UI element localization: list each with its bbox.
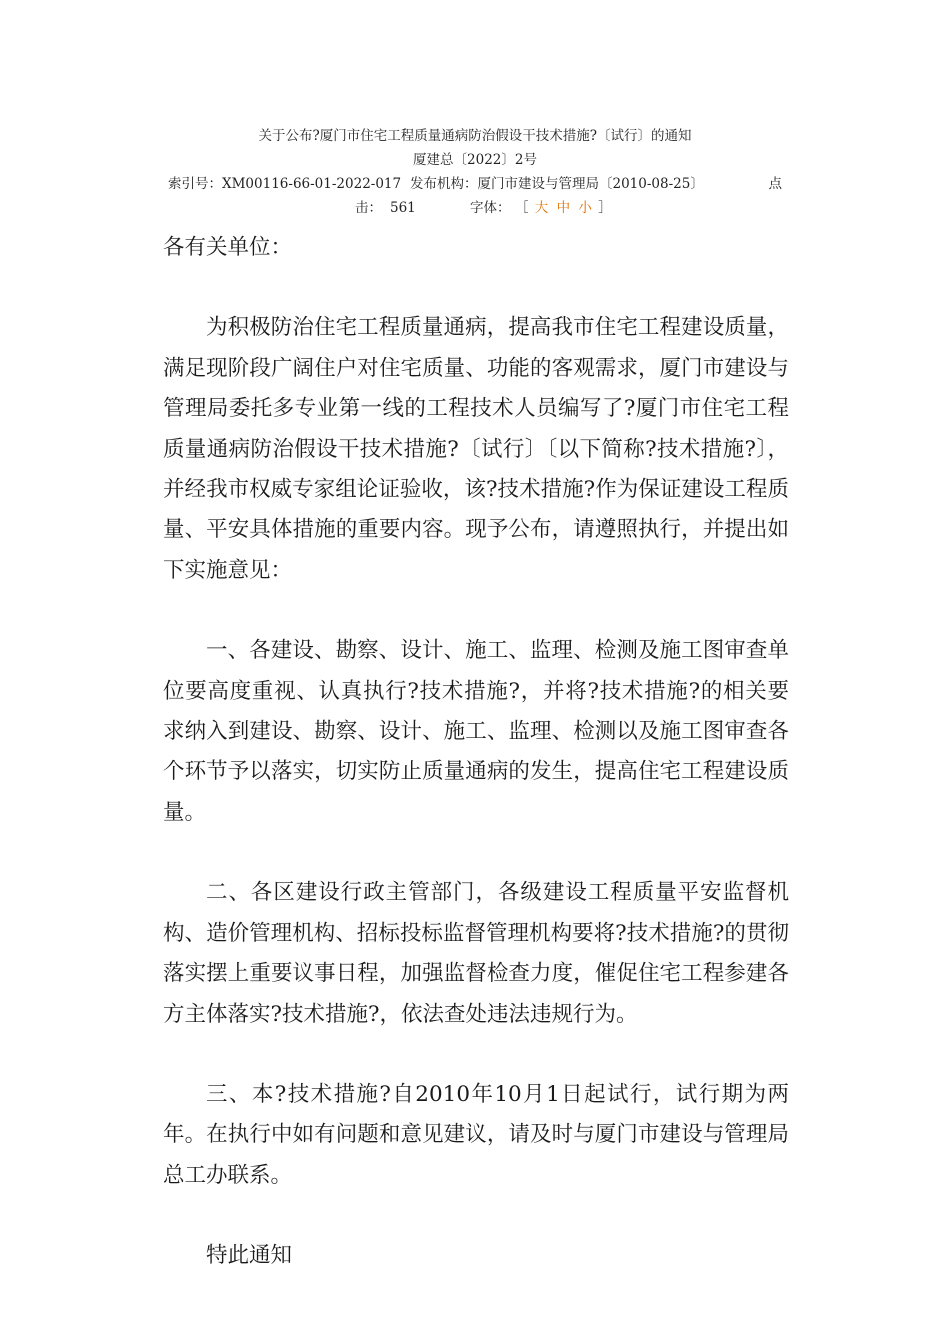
- font-size-control: [515, 196, 612, 220]
- metadata-row-2: [160, 196, 790, 220]
- font-bracket-open: ［: [515, 200, 529, 216]
- salutation: 各有关单位：: [163, 235, 293, 260]
- item-three-paragraph: 三、本?技术措施?自2010年10月1日起试行，试行期为两年。在执行中如有问题和意见建议，请及时与厦门市建设与管理局总工办联系。: [163, 1081, 789, 1188]
- document-number: 厦建总〔2022〕2号: [413, 152, 537, 168]
- click-count: 561: [390, 200, 416, 216]
- font-size-label: 字体：: [470, 200, 511, 216]
- font-size-large-link[interactable]: 大: [534, 200, 549, 216]
- document-header: [160, 124, 790, 220]
- font-bracket-close: ］: [598, 200, 612, 216]
- intro-paragraph: 为积极防治住宅工程质量通病，提高我市住宅工程建设质量，满足现阶段广阔住户对住宅质量、功能的客观需求，厦门市建设与管理局委托多专业第一线的工程技术人员编写了?厦门市住宅工程质量通病防治假设干技术措施?〔试行〕〔以下简称?技术措施?〕，并经我市权威专家组论证验收，该?技术措施?作为保证建设工程质量、平安具体措施的重要内容。现予公布，请遵照执行，并提出如下实施意见：: [163, 315, 789, 583]
- item-one-paragraph: 一、各建设、勘察、设计、施工、监理、检测及施工图审查单位要高度重视、认真执行?技术措施?，并将?技术措施?的相关要求纳入到建设、勘察、设计、施工、监理、检测以及施工图审查各个环节予以落实，切实防止质量通病的发生，提高住宅工程建设质量。: [163, 638, 789, 825]
- metadata-row: [160, 172, 790, 196]
- click-label-start: 点: [768, 176, 782, 192]
- closing-line: 特此通知: [206, 1243, 293, 1269]
- notice-title: 关于公布?厦门市住宅工程质量通病防治假设干技术措施?〔试行〕的通知: [258, 128, 692, 144]
- index-number: 索引号：XM00116-66-01-2022-017: [168, 176, 402, 192]
- font-size-small-link[interactable]: 小: [578, 200, 592, 216]
- click-label-end: 击：: [355, 200, 382, 216]
- publisher-info: 发布机构：厦门市建设与管理局〔2010-08-25〕: [410, 176, 704, 192]
- item-two-paragraph: 二、各区建设行政主管部门，各级建设工程质量平安监督机构、造价管理机构、招标投标监督管理机构要将?技术措施?的贯彻落实摆上重要议事日程，加强监督检查力度，催促住宅工程参建各方主体落实?技术措施?，依法查处违法违规行为。: [163, 880, 789, 1027]
- font-size-medium-link[interactable]: 中: [556, 200, 571, 216]
- notice-body: [163, 228, 789, 1277]
